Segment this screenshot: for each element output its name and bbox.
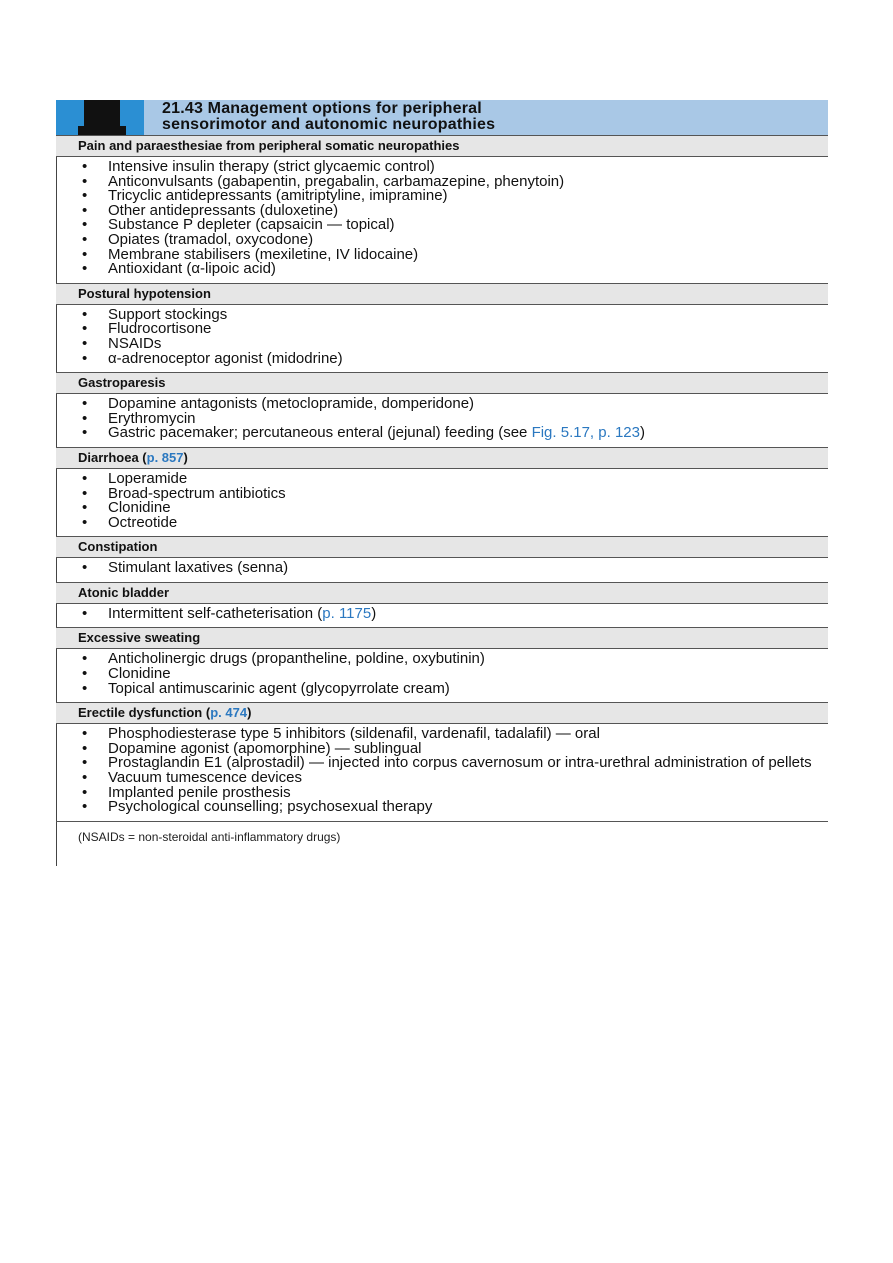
section-heading-postural-hypotension: Postural hypotension [56,283,828,305]
list-item [78,426,828,441]
section-heading-text: Erectile dysfunction ( [78,705,211,721]
section-heading-pain: Pain and paraesthesiae from peripheral somatic neuropathies [56,135,828,157]
list-item: • Octreotide [78,516,828,531]
list-item: • Membrane stabilisers (mexiletine, IV lidocaine) [78,248,828,263]
list-item: • Anticonvulsants (gabapentin, pregabalin, carbamazepine, phenytoin) [78,175,828,190]
section-list-excessive-sweating [56,649,828,702]
list-item-text: Intermittent self-catheterisation ( [108,604,323,622]
list-item: • Antioxidant (α-lipoic acid) [78,262,828,277]
section-heading-text: Diarrhoea ( [78,449,147,465]
cross-reference-link[interactable]: p. 474 [210,705,248,721]
info-i-icon [84,100,120,135]
box-title-line1: 21.43 Management options for peripheral [162,100,482,117]
list-item: • Tricyclic antidepressants (amitriptyline, imipramine) [78,189,828,204]
section-list-postural-hypotension [56,305,828,372]
list-item: • Fludrocortisone [78,322,828,337]
list-item: • Vacuum tumescence devices [78,771,828,786]
section-list-erectile-dysfunction [56,724,828,821]
list-item: • Anticholinergic drugs (propantheline, poldine, oxybutinin) [78,652,828,667]
section-heading-gastroparesis: Gastroparesis [56,372,828,394]
section-list-atonic-bladder [56,604,828,628]
section-heading-tail: ) [247,705,252,721]
list-item: • Dopamine antagonists (metoclopramide, domperidone) [78,397,828,412]
list-item: • Support stockings [78,308,828,323]
list-item: • Clonidine [78,501,828,516]
cross-reference-link[interactable]: p. 857 [146,449,184,465]
section-heading-diarrhoea [56,447,828,469]
list-item: • NSAIDs [78,337,828,352]
list-item-tail: ) [639,424,645,442]
section-list-pain [56,157,828,283]
section-list-constipation [56,558,828,582]
list-item [78,604,828,622]
section-list-diarrhoea [56,469,828,536]
list-item: • Substance P depleter (capsaicin — topical) [78,218,828,233]
list-item: • Topical antimuscarinic agent (glycopyrrolate cream) [78,682,828,697]
cross-reference-link[interactable]: p. 1175 [322,604,372,622]
section-list-gastroparesis [56,394,828,447]
list-item: • α-adrenoceptor agonist (midodrine) [78,352,828,367]
box-title-line2: sensorimotor and autonomic neuropathies [162,116,496,133]
list-item: • Phosphodiesterase type 5 inhibitors (sildenafil, vardenafil, tadalafil) — oral [78,727,828,742]
list-item: • Prostaglandin E1 (alprostadil) — injected into corpus cavernosum or intra-urethral administration of pellets [78,756,828,771]
list-item: • Loperamide [78,472,828,487]
cross-reference-link[interactable]: Fig. 5.17, p. 123 [531,424,640,442]
list-item: • Clonidine [78,667,828,682]
section-heading-atonic-bladder: Atonic bladder [56,582,828,604]
section-heading-constipation: Constipation [56,536,828,558]
list-item-text: Gastric pacemaker; percutaneous enteral (jejunal) feeding (see [108,424,532,442]
section-heading-excessive-sweating: Excessive sweating [56,627,828,649]
list-item: • Broad-spectrum antibiotics [78,487,828,502]
list-item: • Psychological counselling; psychosexual therapy [78,800,828,815]
list-item-tail: ) [371,604,377,622]
box-header [56,100,828,135]
list-item: • Dopamine agonist (apomorphine) — sublingual [78,742,828,757]
table-footnote: (NSAIDs = non-steroidal anti-inflammatory drugs) [56,821,828,844]
list-item: • Erythromycin [78,412,828,427]
box-title [162,101,495,133]
management-options-box [56,100,828,844]
info-badge [56,100,144,135]
list-item: • Intensive insulin therapy (strict glycaemic control) [78,160,828,175]
section-heading-erectile-dysfunction [56,702,828,724]
list-item: • Stimulant laxatives (senna) [78,561,828,576]
section-heading-tail: ) [183,449,188,465]
list-item: • Other antidepressants (duloxetine) [78,204,828,219]
list-item: • Opiates (tramadol, oxycodone) [78,233,828,248]
list-item: • Implanted penile prosthesis [78,786,828,801]
